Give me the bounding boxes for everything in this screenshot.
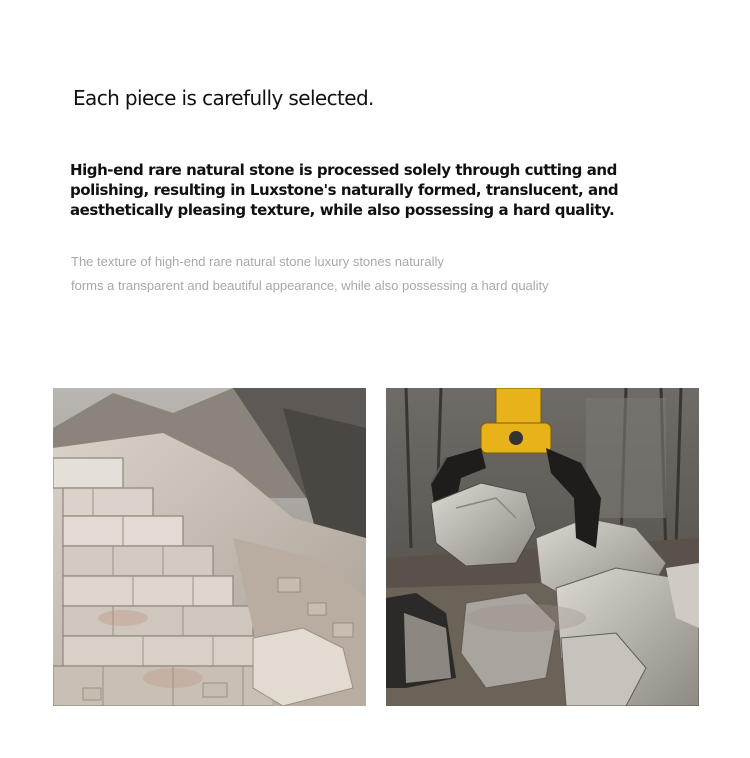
caption-text: [71, 250, 549, 298]
caption-line-2: forms a transparent and beautiful appearance, while also possessing a hard quality: [71, 278, 549, 293]
section-heading: Each piece is carefully selected.: [73, 86, 374, 110]
caption-line-1: The texture of high-end rare natural stone luxury stones naturally: [71, 254, 444, 269]
grapple-photo: [386, 388, 699, 706]
lead-paragraph: High-end rare natural stone is processed solely through cutting and polishing, resulting in Luxstone's naturally formed, translucent, and aesthetically pleasing texture, while also possessing a hard quality.: [70, 161, 619, 219]
quarry-photo: [53, 388, 366, 706]
